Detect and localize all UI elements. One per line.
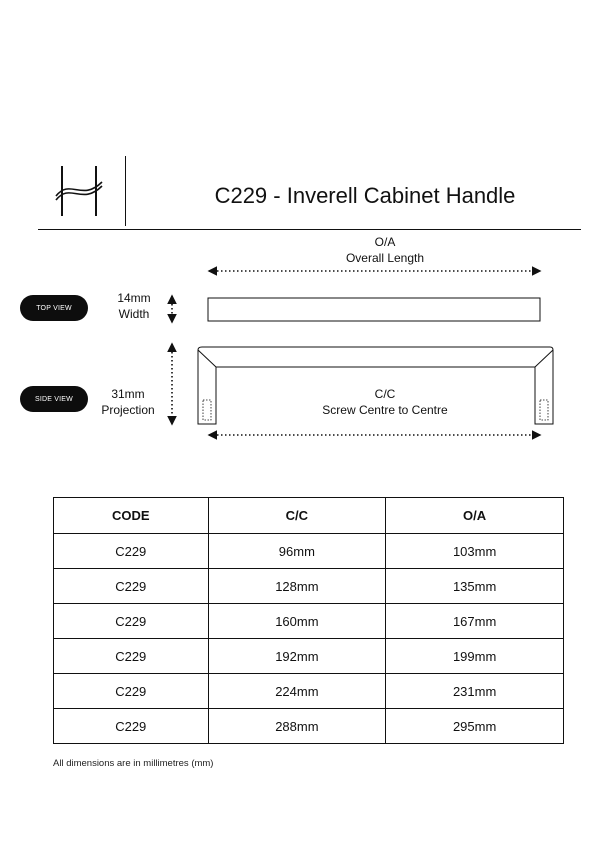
- header-code: CODE: [54, 498, 209, 534]
- page-title: C229 - Inverell Cabinet Handle: [214, 183, 516, 208]
- cell-code: C229: [54, 674, 209, 709]
- cell-code: C229: [54, 604, 209, 639]
- width-label: Width: [118, 307, 150, 321]
- projection-value: 31mm: [111, 387, 145, 401]
- cell-cc: 160mm: [208, 604, 386, 639]
- table-row: [54, 709, 564, 744]
- cell-oa: 135mm: [386, 569, 564, 604]
- size-table: [53, 497, 564, 744]
- left-screw-hole: [203, 400, 211, 420]
- right-screw-hole: [540, 400, 548, 420]
- cell-code: C229: [54, 709, 209, 744]
- projection-label: Projection: [101, 403, 155, 417]
- table-row: [54, 534, 564, 569]
- footnote: All dimensions are in millimetres (mm): [53, 758, 214, 769]
- side-view-outline: [198, 347, 553, 424]
- cell-cc: 288mm: [208, 709, 386, 744]
- table-row: [54, 674, 564, 709]
- table-header-row: [54, 498, 564, 534]
- cell-oa: 199mm: [386, 639, 564, 674]
- overall-length-text: Overall Length: [345, 251, 425, 265]
- cell-cc: 96mm: [208, 534, 386, 569]
- cell-oa: 295mm: [386, 709, 564, 744]
- top-view-outline: [208, 298, 540, 321]
- cell-oa: 103mm: [386, 534, 564, 569]
- cell-cc: 224mm: [208, 674, 386, 709]
- cell-oa: 167mm: [386, 604, 564, 639]
- cell-code: C229: [54, 639, 209, 674]
- centre-abbr: C/C: [374, 387, 396, 401]
- cell-oa: 231mm: [386, 674, 564, 709]
- centre-text: Screw Centre to Centre: [322, 403, 448, 417]
- width-value: 14mm: [117, 291, 151, 305]
- top-view-badge: TOP VIEW: [20, 295, 88, 321]
- cell-cc: 128mm: [208, 569, 386, 604]
- side-view-badge: SIDE VIEW: [20, 386, 88, 412]
- header-cc: C/C: [208, 498, 386, 534]
- header-oa: O/A: [386, 498, 564, 534]
- cell-code: C229: [54, 534, 209, 569]
- table-row: [54, 569, 564, 604]
- overall-length-abbr: O/A: [374, 235, 396, 249]
- table-row: [54, 639, 564, 674]
- cell-cc: 192mm: [208, 639, 386, 674]
- table-row: [54, 604, 564, 639]
- cell-code: C229: [54, 569, 209, 604]
